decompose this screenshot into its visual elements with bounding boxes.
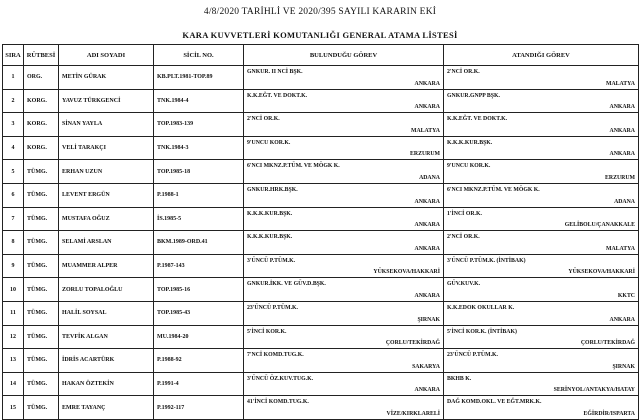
col-header-atandigi: ATANDIĞI GÖREV xyxy=(444,45,639,66)
cell-adi-soyadi: LEVENT ERGÜN xyxy=(59,183,154,207)
cell-sicil-no: TNK.1984-3 xyxy=(154,136,244,160)
cell-atandigi-gorev xyxy=(444,349,639,373)
bulundugu-unit: 7'NCİ KOMD.TUG.K. xyxy=(247,352,304,359)
atandigi-unit: DAĞ KOMD.OKL. VE EĞT.MRK.K. xyxy=(447,399,542,406)
bulundugu-unit: 41'İNCİ KOMD.TUG.K. xyxy=(247,399,309,406)
bulundugu-unit: 6'NCI MKNZ.P.TÜM. VE MÖGK K. xyxy=(247,163,340,170)
cell-atandigi-gorev xyxy=(444,301,639,325)
table-row xyxy=(3,301,639,325)
cell-atandigi-gorev xyxy=(444,254,639,278)
cell-atandigi-gorev xyxy=(444,325,639,349)
bulundugu-unit: 5'İNCİ KOR.K. xyxy=(247,328,287,335)
cell-adi-soyadi: İDRİS ACARTÜRK xyxy=(59,349,154,373)
bulundugu-city: ANKARA xyxy=(414,198,440,205)
cell-sicil-no: P.1988-1 xyxy=(154,183,244,207)
cell-atandigi-gorev xyxy=(444,160,639,184)
table-row xyxy=(3,183,639,207)
cell-rutbe: TÜMG. xyxy=(24,231,59,255)
table-row xyxy=(3,66,639,90)
col-header-adi: ADI SOYADI xyxy=(59,45,154,66)
atandigi-city: GELİBOLU/ÇANAKKALE xyxy=(564,222,635,229)
atandigi-city: ANKARA xyxy=(609,127,635,134)
col-header-sira: SIRA xyxy=(3,45,24,66)
cell-bulundugu-gorev xyxy=(244,183,444,207)
cell-rutbe: TÜMG. xyxy=(24,396,59,420)
table-row xyxy=(3,207,639,231)
atandigi-city: ANKARA xyxy=(609,104,635,111)
cell-sira: 15 xyxy=(3,396,24,420)
cell-atandigi-gorev xyxy=(444,89,639,113)
cell-rutbe: TÜMG. xyxy=(24,254,59,278)
atandigi-unit: 2'NCİ OR.K. xyxy=(447,234,480,241)
cell-adi-soyadi: TEVFİK ALGAN xyxy=(59,325,154,349)
atandigi-city: KKTC xyxy=(617,292,635,299)
atandigi-unit: 1'İNCİ OR.K. xyxy=(447,210,482,217)
cell-rutbe: TÜMG. xyxy=(24,349,59,373)
cell-sira: 7 xyxy=(3,207,24,231)
atandigi-city: YÜKSEKOVA/HAKKARİ xyxy=(568,269,635,276)
cell-sira: 9 xyxy=(3,254,24,278)
atandigi-city: ÇORLU/TEKİRDAĞ xyxy=(580,340,635,347)
bulundugu-city: ADANA xyxy=(419,174,440,181)
bulundugu-unit: 2'NCİ OR.K. xyxy=(247,116,280,123)
cell-sira: 8 xyxy=(3,231,24,255)
cell-bulundugu-gorev xyxy=(244,349,444,373)
col-header-rutbe: RÜTBESİ xyxy=(24,45,59,66)
cell-atandigi-gorev xyxy=(444,372,639,396)
atandigi-unit: 9'UNCU KOR.K. xyxy=(447,163,491,170)
assignment-table xyxy=(2,44,639,420)
cell-sira: 6 xyxy=(3,183,24,207)
atandigi-unit: GNKUR.GNPP BŞK. xyxy=(447,92,500,99)
cell-adi-soyadi: MUSTAFA OĞUZ xyxy=(59,207,154,231)
cell-adi-soyadi: EMRE TAYANÇ xyxy=(59,396,154,420)
col-header-bulundugu: BULUNDUĞU GÖREV xyxy=(244,45,444,66)
cell-bulundugu-gorev xyxy=(244,207,444,231)
table-row xyxy=(3,160,639,184)
table-body xyxy=(3,66,639,420)
table-row xyxy=(3,278,639,302)
atandigi-city: ADANA xyxy=(614,198,635,205)
cell-atandigi-gorev xyxy=(444,207,639,231)
cell-atandigi-gorev xyxy=(444,66,639,90)
cell-sicil-no: TNK.1984-4 xyxy=(154,89,244,113)
atandigi-unit: 3'ÜNCÜ P.TÜM.K. (İNTİBAK) xyxy=(447,257,526,264)
cell-rutbe: KORG. xyxy=(24,89,59,113)
cell-sira: 13 xyxy=(3,349,24,373)
cell-rutbe: TÜMG. xyxy=(24,325,59,349)
cell-atandigi-gorev xyxy=(444,136,639,160)
atandigi-city: ANKARA xyxy=(609,151,635,158)
cell-sicil-no: P.1988-92 xyxy=(154,349,244,373)
bulundugu-unit: K.K.EĞT. VE DOKT.K. xyxy=(247,92,308,99)
bulundugu-city: ANKARA xyxy=(414,222,440,229)
cell-sicil-no: P.1992-117 xyxy=(154,396,244,420)
cell-bulundugu-gorev xyxy=(244,160,444,184)
decision-header: 4/8/2020 TARİHLİ VE 2020/395 SAYILI KARARIN EKİ xyxy=(203,7,437,17)
cell-adi-soyadi: ERHAN UZUN xyxy=(59,160,154,184)
cell-rutbe: TÜMG. xyxy=(24,183,59,207)
atandigi-unit: K.K.EĞT. VE DOKT.K. xyxy=(447,116,508,123)
table-header-row xyxy=(3,45,639,66)
cell-sira: 3 xyxy=(3,113,24,137)
cell-sicil-no: P.1991-4 xyxy=(154,372,244,396)
cell-bulundugu-gorev xyxy=(244,66,444,90)
cell-adi-soyadi: VELİ TARAKÇI xyxy=(59,136,154,160)
cell-sira: 10 xyxy=(3,278,24,302)
bulundugu-city: YÜKSEKOVA/HAKKARİ xyxy=(373,269,440,276)
table-row xyxy=(3,89,639,113)
cell-sira: 2 xyxy=(3,89,24,113)
bulundugu-city: SAKARYA xyxy=(412,363,440,370)
cell-rutbe: KORG. xyxy=(24,113,59,137)
bulundugu-city: ANKARA xyxy=(414,292,440,299)
cell-sira: 4 xyxy=(3,136,24,160)
cell-rutbe: TÜMG. xyxy=(24,207,59,231)
table-row xyxy=(3,396,639,420)
table-row xyxy=(3,349,639,373)
cell-rutbe: TÜMG. xyxy=(24,160,59,184)
cell-rutbe: TÜMG. xyxy=(24,372,59,396)
cell-atandigi-gorev xyxy=(444,396,639,420)
cell-sira: 5 xyxy=(3,160,24,184)
bulundugu-city: ERZURUM xyxy=(410,151,440,158)
bulundugu-unit: 9'UNCU KOR.K. xyxy=(247,139,291,146)
cell-bulundugu-gorev xyxy=(244,278,444,302)
cell-atandigi-gorev xyxy=(444,113,639,137)
cell-bulundugu-gorev xyxy=(244,136,444,160)
table-row xyxy=(3,254,639,278)
list-title: KARA KUVVETLERİ KOMUTANLIĞI GENERAL ATAMA LİSTESİ xyxy=(182,30,458,40)
atandigi-city: MALATYA xyxy=(606,80,635,87)
cell-sicil-no: TOP.1985-43 xyxy=(154,301,244,325)
cell-atandigi-gorev xyxy=(444,278,639,302)
cell-sicil-no: TOP.1983-139 xyxy=(154,113,244,137)
cell-bulundugu-gorev xyxy=(244,231,444,255)
cell-sicil-no: BKM.1989-ORD.41 xyxy=(154,231,244,255)
cell-sicil-no: KB.PLT.1981-TOP.89 xyxy=(154,66,244,90)
atandigi-unit: 23'ÜNCÜ P.TÜM.K. xyxy=(447,352,498,359)
table-row xyxy=(3,325,639,349)
bulundugu-unit: 3'ÜNCÜ ÖZ.KUV.TUG.K. xyxy=(247,375,314,382)
table-row xyxy=(3,136,639,160)
cell-bulundugu-gorev xyxy=(244,89,444,113)
cell-adi-soyadi: ZORLU TOPALOĞLU xyxy=(59,278,154,302)
bulundugu-city: ANKARA xyxy=(414,80,440,87)
table-row xyxy=(3,231,639,255)
cell-bulundugu-gorev xyxy=(244,325,444,349)
cell-sicil-no: MU.1984-20 xyxy=(154,325,244,349)
atandigi-unit: K.K.K.KUR.BŞK. xyxy=(447,139,493,146)
atandigi-city: MALATYA xyxy=(606,245,635,252)
cell-adi-soyadi: HALİL SOYSAL xyxy=(59,301,154,325)
atandigi-city: ANKARA xyxy=(609,316,635,323)
atandigi-city: SERİNYOL/ANTAKYA/HATAY xyxy=(553,387,635,394)
cell-adi-soyadi: SİNAN YAYLA xyxy=(59,113,154,137)
cell-sira: 1 xyxy=(3,66,24,90)
col-header-sicil: SİCİL NO. xyxy=(154,45,244,66)
bulundugu-unit: 23'ÜNCÜ P.TÜM.K. xyxy=(247,304,298,311)
table-row xyxy=(3,113,639,137)
atandigi-city: ERZURUM xyxy=(605,174,635,181)
bulundugu-unit: GNKUR. II NCİ BŞK. xyxy=(247,69,303,75)
cell-adi-soyadi: METİN GÜRAK xyxy=(59,66,154,90)
cell-sicil-no: İS.1985-5 xyxy=(154,207,244,231)
cell-bulundugu-gorev xyxy=(244,301,444,325)
bulundugu-city: ANKARA xyxy=(414,104,440,111)
atandigi-city: ŞIRNAK xyxy=(612,363,635,370)
cell-adi-soyadi: MUAMMER ALPER xyxy=(59,254,154,278)
atandigi-unit: K.K.EDOK OKULLAR K. xyxy=(447,304,515,311)
atandigi-unit: 2'NCİ OR.K. xyxy=(447,69,480,75)
cell-bulundugu-gorev xyxy=(244,254,444,278)
bulundugu-city: ŞIRNAK xyxy=(417,316,440,323)
bulundugu-unit: K.K.K.KUR.BŞK. xyxy=(247,210,293,217)
table-row xyxy=(3,372,639,396)
cell-sira: 14 xyxy=(3,372,24,396)
cell-atandigi-gorev xyxy=(444,231,639,255)
atandigi-unit: 6'NCI MKNZ.P.TÜM. VE MÖGK K. xyxy=(447,186,540,193)
atandigi-city: EĞİRDİR/ISPARTA xyxy=(583,410,635,417)
cell-rutbe: TÜMG. xyxy=(24,278,59,302)
bulundugu-city: MALATYA xyxy=(411,127,440,134)
cell-atandigi-gorev xyxy=(444,183,639,207)
cell-sicil-no: TOP.1985-18 xyxy=(154,160,244,184)
cell-sira: 11 xyxy=(3,301,24,325)
cell-rutbe: KORG. xyxy=(24,136,59,160)
cell-sicil-no: P.1987-143 xyxy=(154,254,244,278)
cell-sira: 12 xyxy=(3,325,24,349)
atandigi-unit: BKHB K. xyxy=(447,375,472,382)
bulundugu-unit: GNKUR.HRK.BŞK. xyxy=(247,186,298,193)
cell-adi-soyadi: YAVUZ TÜRKGENCİ xyxy=(59,89,154,113)
cell-sicil-no: TOP.1985-16 xyxy=(154,278,244,302)
cell-bulundugu-gorev xyxy=(244,372,444,396)
cell-adi-soyadi: HAKAN ÖZTEKİN xyxy=(59,372,154,396)
atandigi-unit: 5'İNCİ KOR.K. (İNTİBAK) xyxy=(447,328,517,335)
bulundugu-unit: K.K.K.KUR.BŞK. xyxy=(247,234,293,241)
bulundugu-city: ANKARA xyxy=(414,245,440,252)
bulundugu-unit: 3'ÜNCÜ P.TÜM.K. xyxy=(247,257,296,264)
atandigi-unit: GÜV.KUV.K. xyxy=(447,281,481,288)
cell-bulundugu-gorev xyxy=(244,396,444,420)
bulundugu-city: VİZE/KIRKLARELİ xyxy=(386,410,440,417)
cell-adi-soyadi: SELAMİ ARSLAN xyxy=(59,231,154,255)
bulundugu-city: ANKARA xyxy=(414,387,440,394)
cell-rutbe: ORG. xyxy=(24,66,59,90)
cell-rutbe: TÜMG. xyxy=(24,301,59,325)
bulundugu-city: ÇORLU/TEKİRDAĞ xyxy=(385,340,440,347)
bulundugu-unit: GNKUR.İKK. VE GÜV.D.BŞK. xyxy=(247,281,326,288)
cell-bulundugu-gorev xyxy=(244,113,444,137)
